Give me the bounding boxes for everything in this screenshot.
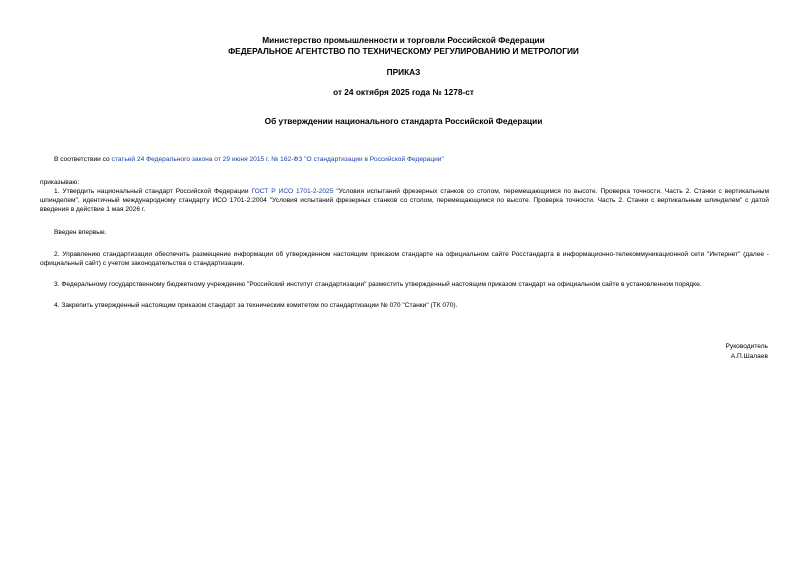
order-item-1-prefix: 1. Утвердить национальный стандарт Российской Федерации bbox=[54, 188, 252, 195]
legal-basis-prefix: В соответствии со bbox=[54, 156, 112, 163]
agency-name: ФЕДЕРАЛЬНОЕ АГЕНТСТВО ПО ТЕХНИЧЕСКОМУ РЕГУЛИРОВАНИЮ И МЕТРОЛОГИИ bbox=[228, 46, 579, 56]
document-subject: Об утверждении национального стандарта Российской Федерации bbox=[264, 116, 543, 126]
legal-basis-paragraph bbox=[40, 155, 769, 164]
ministry-name: Министерство промышленности и торговли Российской Федерации bbox=[262, 35, 545, 45]
order-item-3: 3. Федеральному государственному бюджетному учреждению "Российский институт стандартизации" разместить утвержденный настоящим приказом стандарт на официальном сайте в установленном порядке. bbox=[54, 281, 702, 288]
order-item-2: 2. Управлению стандартизации обеспечить размещение информации об утвержденном настоящим приказом стандарте на официальном сайте Росстандарта в информационно-телекоммуникационной сети "Интернет" (далее - официальный сайт) с учетом законодательства о стандартизации. bbox=[40, 251, 769, 267]
introduced-note: Введен впервые. bbox=[54, 229, 107, 236]
order-word: приказываю: bbox=[40, 179, 80, 186]
order-item-1-text: "Условия испытаний фрезерных станков со столом, перемещающимся по высоте. Проверка точности. Часть 2. Станки с вертикальным шпинделем", идентичный международному стандарту ИСО 1701-2:2004 "Условия испытаний фрезерных станков со столом, перемещающимся по высоте. Проверка точности. Часть 2. Станки с вертикальным шпинделем" с датой введения в действие 1 мая 2026 г. bbox=[40, 188, 769, 213]
signatory-title: Руководитель bbox=[725, 343, 768, 350]
standard-link[interactable]: ГОСТ Р ИСО 1701-2-2025 bbox=[251, 188, 334, 195]
document-date-number: от 24 октября 2025 года № 1278-ст bbox=[333, 87, 474, 97]
order-item-4: 4. Закрепить утвержденный настоящим приказом стандарт за техническим комитетом по стандартизации № 070 "Станки" (ТК 070). bbox=[54, 302, 458, 309]
order-item-1 bbox=[40, 187, 769, 214]
federal-law-link[interactable]: статьей 24 Федерального закона от 29 июня 2015 г. № 162-ФЗ "О стандартизации в Российской Федерации" bbox=[111, 156, 444, 163]
signatory-name: А.П.Шалаев bbox=[730, 353, 768, 360]
document-type: ПРИКАЗ bbox=[386, 67, 421, 77]
